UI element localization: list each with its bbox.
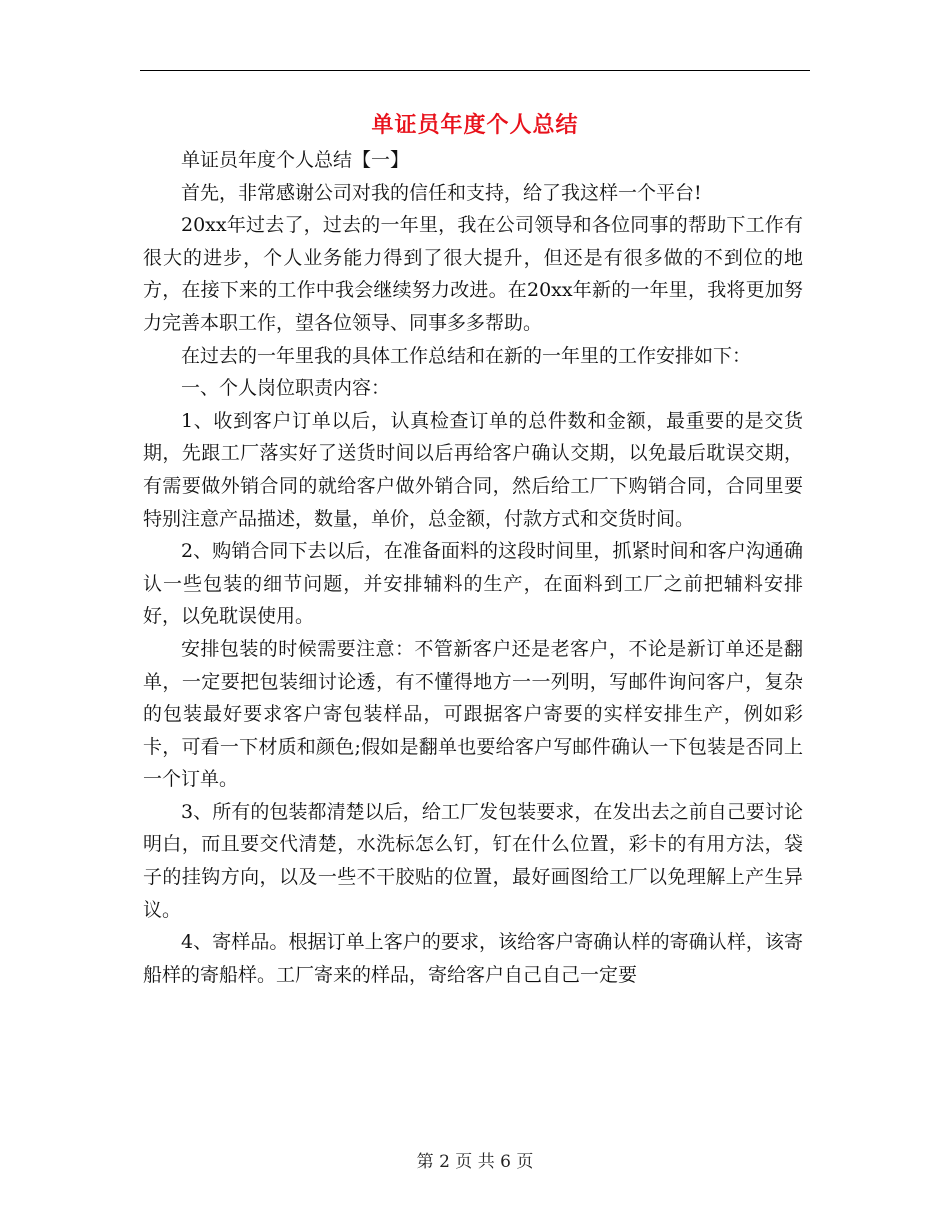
document-title: 单证员年度个人总结 [371, 112, 579, 138]
header-rule [140, 70, 810, 71]
document-body [143, 144, 803, 991]
paragraph: 4、寄样品。根据订单上客户的要求，该给客户寄确认样的寄确认样，该寄船样的寄船样。工厂寄来的样品，寄给客户自己自己一定要 [143, 931, 803, 986]
paragraph: 首先，非常感谢公司对我的信任和支持，给了我这样一个平台! [181, 181, 702, 204]
paragraph: 3、所有的包装都清楚以后，给工厂发包装要求，在发出去之前自己要讨论明白，而且要交代清楚，水洗标怎么钉，钉在什么位置，彩卡的有用方法，袋子的挂钩方向，以及一些不干胶贴的位置，最好画图给工厂以免理解上产生异议。 [143, 800, 803, 921]
paragraph: 在过去的一年里我的具体工作总结和在新的一年里的工作安排如下： [181, 344, 752, 367]
subsection-heading: 一、个人岗位职责内容： [181, 377, 391, 400]
page-number: 第 2 页 共 6 页 [416, 1152, 534, 1172]
paragraph: 安排包装的时候需要注意：不管新客户还是老客户，不论是新订单还是翻单，一定要把包装细讨论透，有不懂得地方一一列明，写邮件询问客户，复杂的包装最好要求客户寄包装样品，可跟据客户寄要的实样安排生产，例如彩卡，可看一下材质和颜色;假如是翻单也要给客户写邮件确认一下包装是否同上一个订单。 [143, 637, 803, 791]
paragraph: 20xx年过去了，过去的一年里，我在公司领导和各位同事的帮助下工作有很大的进步，个人业务能力得到了很大提升，但还是有很多做的不到位的地方，在接下来的工作中我会继续努力改进。在20xx年新的一年里，我将更加努力完善本职工作，望各位领导、同事多多帮助。 [143, 214, 803, 334]
paragraph: 2、购销合同下去以后，在准备面料的这段时间里，抓紧时间和客户沟通确认一些包装的细节问题，并安排辅料的生产，在面料到工厂之前把辅料安排好，以免耽误使用。 [143, 540, 803, 628]
section-heading: 单证员年度个人总结【一】 [181, 149, 410, 171]
paragraph: 1、收到客户订单以后，认真检查订单的总件数和金额，最重要的是交货期，先跟工厂落实好了送货时间以后再给客户确认交期，以免最后耽误交期，有需要做外销合同的就给客户做外销合同，然后给工厂下购销合同，合同里要特别注意产品描述，数量，单价，总金额，付款方式和交货时间。 [143, 409, 803, 530]
